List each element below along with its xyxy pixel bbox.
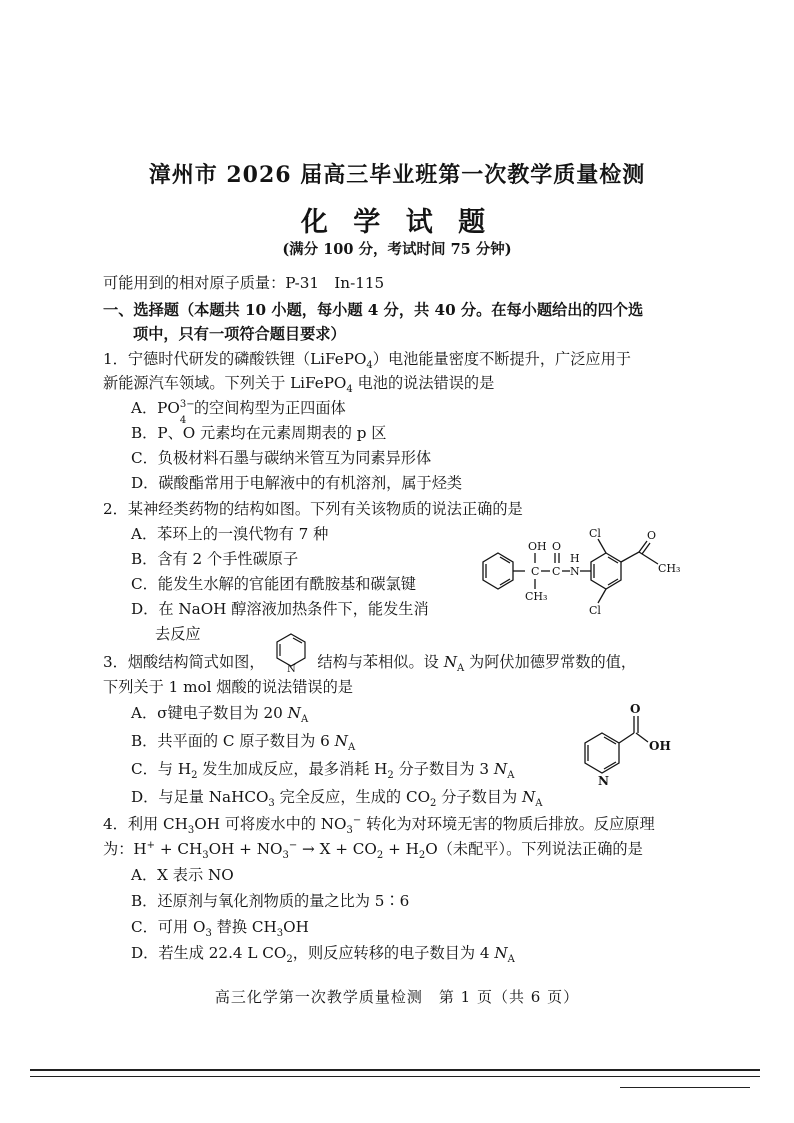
q3-stem-line2: 下列关于 1 mol 烟酸的说法错误的是 <box>103 678 353 696</box>
q2-label-c-amide: C <box>552 565 561 578</box>
page-footer: 高三化学第一次教学质量检测 第 1 页（共 6 页） <box>214 988 580 1006</box>
q4-stem-line1: 4．利用 $CH_3OH$ 可将废水中的 $NO_3^-$ 转化为对环境无害的物质后排放。反应原理 <box>103 814 655 837</box>
subject-title: 化 学 试 题 <box>300 207 494 238</box>
q3-label-oh: OH <box>649 739 671 753</box>
q1-stem-line2: 新能源汽车领域。下列关于 LiFePO$_4$ 电池的说法错误的是 <box>103 374 495 396</box>
q2-label-n: N <box>570 565 580 578</box>
q1-option-c: C．负极材料石墨与碳纳米管互为同素异形体 <box>131 449 432 467</box>
q2-option-b: B．含有 2 个手性碳原子 <box>131 550 299 568</box>
q1-option-d: D．碳酸酯常用于电解液中的有机溶剂，属于烃类 <box>131 474 463 492</box>
section-heading-line2: 项中，只有一项符合题目要求） <box>133 325 346 343</box>
q2-option-d-line1: D．在 NaOH 醇溶液加热条件下，能发生消 <box>131 600 429 618</box>
q3-label-o: O <box>630 702 641 716</box>
q3-option-c: C．与 $H_2$ 发生加成反应，最多消耗 $H_2$ 分子数目为 3 $N_A$ <box>131 760 515 782</box>
exam-note: (满分 100 分，考试时间 75 分钟) <box>282 241 512 258</box>
q1-stem-line1: 1．宁德时代研发的磷酸铁锂（LiFePO$_4$）电池能量密度不断提升，广泛应用于 <box>103 350 631 372</box>
q4-option-a: A．X 表示 NO <box>131 866 234 884</box>
q2-label-ch3: CH₃ <box>525 590 548 603</box>
q3-option-d: D．与足量 NaHCO$_3$ 完全反应，生成的 $CO_2$ 分子数目为 $N_A$ <box>131 788 543 810</box>
q2-label-cl-top: Cl <box>589 527 601 540</box>
q1-option-b: B．P、O 元素均在元素周期表的 p 区 <box>131 424 387 442</box>
scan-divider-top <box>30 1069 760 1071</box>
scan-mark <box>620 1087 750 1088</box>
exam-title: 漳州市 2026 届高三毕业班第一次教学质量检测 <box>148 162 646 188</box>
q2-label-ketone-o: O <box>647 529 657 542</box>
q4-option-d: D．若生成 22.4 L $CO_2$，则反应转移的电子数目为 4 $N_A$ <box>131 944 515 966</box>
q3-option-b: B．共平面的 C 原子数目为 6 $N_A$ <box>131 732 356 754</box>
q2-option-d-line2: 去反应 <box>155 625 201 643</box>
q4-option-c: C．可用 $O_3$ 替换 $CH_3OH$ <box>131 918 309 940</box>
q3-label-n: N <box>598 774 609 788</box>
q2-label-ketone-ch3: CH₃ <box>658 562 681 575</box>
q2-label-c-chiral: C <box>531 565 540 578</box>
q3-option-a: A．σ键电子数目为 20 $N_A$ <box>131 704 309 726</box>
q2-structure-diagram <box>462 522 702 622</box>
atomic-mass-line: 可能用到的相对原子质量：P-31 In-115 <box>103 274 385 292</box>
q1-option-a: A．PO 3− 4 的空间构型为正四面体 <box>131 399 346 426</box>
q4-option-b: B．还原剂与氧化剂物质的量之比为 5∶6 <box>131 892 410 910</box>
q2-label-o: O <box>552 540 562 553</box>
q2-label-h: H <box>570 552 580 565</box>
q3-stem-line1: 3．烟酸结构简式如图， 结构与苯相似。设 $N_A$ 为阿伏加德罗常数的值， <box>103 653 637 675</box>
section-heading-line1: 一、选择题（本题共 10 小题，每小题 4 分，共 40 分。在每小题给出的四个选 <box>103 301 644 319</box>
pyridine-n-label: N <box>287 664 296 675</box>
q2-label-oh: OH <box>528 540 547 553</box>
q2-stem: 2．某神经类药物的结构如图。下列有关该物质的说法正确的是 <box>103 500 523 518</box>
q4-stem-line2: 为：$H^+ + CH_3OH + NO_3^- \to X + CO_2 + H_2O$（未配平）。下列说法正确的是 <box>103 839 643 862</box>
q2-label-cl-bottom: Cl <box>589 604 601 617</box>
pyridine-ring-icon <box>268 628 314 676</box>
q2-option-c: C．能发生水解的官能团有酰胺基和碳氯键 <box>131 575 416 593</box>
scan-divider-bottom <box>30 1076 760 1077</box>
q2-option-a: A．苯环上的一溴代物有 7 种 <box>131 525 329 543</box>
q3-structure-diagram <box>574 700 684 792</box>
